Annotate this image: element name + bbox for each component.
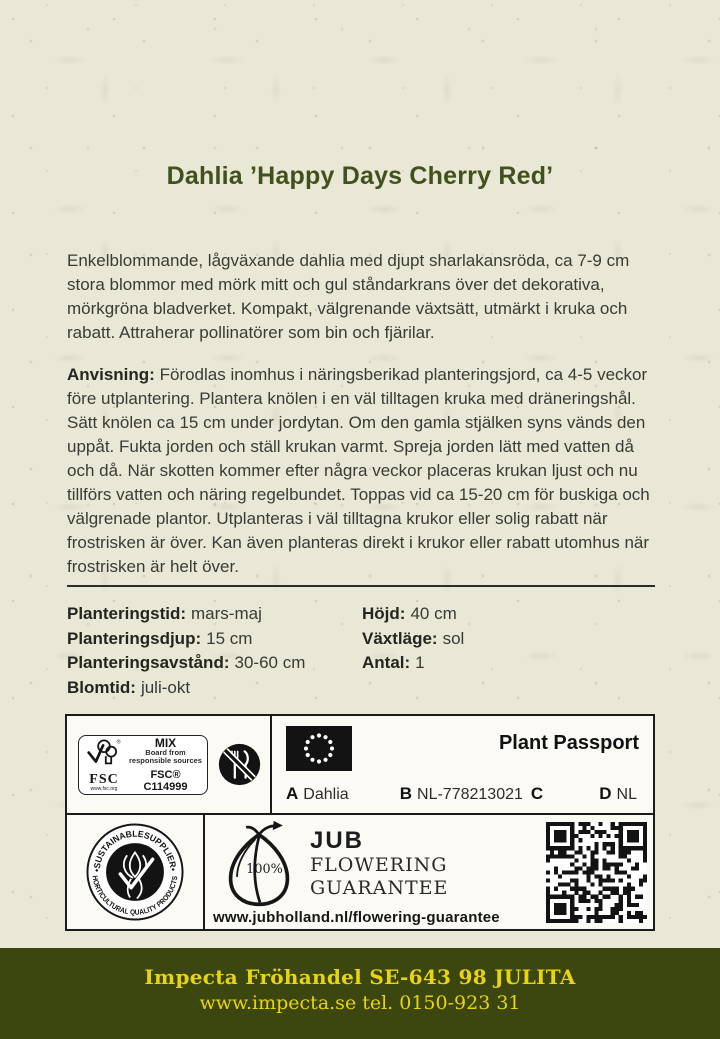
fsc-brand: FSC	[89, 771, 119, 787]
section-divider	[67, 585, 655, 587]
page-title: Dahlia ’Happy Days Cherry Red’	[166, 162, 554, 190]
jub-guarantee-line: FLOWERING	[310, 854, 448, 876]
details-column-left	[67, 602, 305, 700]
no-food-icon	[217, 742, 262, 787]
detail-label: Växtläge:	[362, 628, 438, 648]
footer-contact: www.impecta.se tel. 0150-923 31	[199, 992, 521, 1014]
detail-row	[67, 627, 305, 652]
detail-value: 1	[415, 653, 425, 672]
fsc-tree-icon	[86, 738, 122, 768]
qr-code	[546, 822, 647, 923]
detail-row	[67, 676, 305, 701]
plant-passport-title: Plant Passport	[498, 732, 639, 754]
plant-passport-fields	[286, 784, 637, 804]
detail-row	[362, 602, 464, 627]
plant-passport-head	[286, 726, 639, 771]
detail-value: 40 cm	[410, 604, 457, 623]
jub-bulb-icon	[215, 820, 303, 908]
certification-row-bottom	[67, 815, 653, 929]
fsc-website: www.fsc.org	[90, 785, 118, 792]
instructions-text: Förodlas inomhus i näringsberikad planteringsjord, ca 4-5 veckor före utplantering. Plantera knölen i en väl tilltagen kruka med dräneringshål. Sätt knölen ca 15 cm under jordytan. Om den gamla stjälken syns vänds den uppåt. Fukta jorden och ställ krukan varmt. Spreja jorden lätt med vatten då och då. När skotten kommer efter några veckor placeras krukan ljust och nu tillförs vatten och näring regelbundet. Toppas vid ca 15-20 cm för buskiga och välgrenade plantor. Utplanteras i väl tilltagna krukor eller solig rabatt när frostrisken är över. Kan även planteras direkt i krukor eller rabatt utomhus när frostrisken är helt över.	[67, 365, 650, 576]
passport-value: NL	[616, 786, 637, 803]
detail-row	[67, 651, 305, 676]
sustainable-supplier-logo	[86, 823, 184, 921]
passport-field-a	[286, 784, 349, 804]
detail-label: Planteringsavstånd:	[67, 653, 230, 672]
instructions-label: Anvisning:	[67, 365, 155, 384]
detail-value: sol	[442, 628, 465, 648]
detail-value: 30-60 cm	[234, 653, 306, 672]
fsc-logo	[84, 738, 124, 792]
passport-key: C	[530, 784, 544, 803]
certification-panel	[65, 714, 655, 931]
sustainable-supplier-cell	[67, 815, 205, 929]
sustainable-arc-bottom: HORTICULTURAL QUALITY PRODUCTS	[90, 874, 180, 917]
jub-guarantee-line: GUARANTEE	[310, 877, 449, 899]
passport-field-d	[599, 784, 637, 804]
jub-url: www.jubholland.nl/flowering-guarantee	[213, 909, 500, 926]
eu-flag-icon	[286, 726, 352, 771]
plant-passport-cell	[272, 716, 653, 813]
detail-value: mars-maj	[191, 604, 262, 623]
fsc-license: FSC® C114999	[143, 768, 188, 793]
jub-cell	[205, 815, 653, 929]
description-paragraph: Enkelblommande, lågväxande dahlia med djupt sharlakansröda, ca 7-9 cm stora blommor med mörk mitt och gul ståndarkrans över det dekorativa, mörkgröna bladverket. Kompakt, välgrenande växtsätt, utmärkt i kruka och rabatt. Attraherar pollinatörer som bin och fjärilar.	[67, 251, 630, 342]
passport-key: B	[399, 784, 413, 803]
detail-row	[362, 651, 464, 676]
footer	[0, 948, 720, 1039]
fsc-cell	[67, 716, 272, 813]
sustainable-arc-top: •SUSTAINABLESUPPLIER•	[91, 828, 179, 873]
fsc-mix-title: MIX	[154, 735, 177, 750]
detail-value: juli-okt	[140, 677, 191, 697]
detail-row	[67, 602, 305, 627]
passport-value: Dahlia	[303, 786, 349, 803]
passport-key: D	[599, 784, 612, 803]
jub-name: JUB	[310, 827, 365, 854]
fsc-label	[78, 735, 208, 795]
detail-row	[362, 627, 464, 652]
jub-percent: 100%	[246, 862, 283, 878]
details-column-right	[362, 602, 464, 676]
jub-text-block	[310, 828, 448, 900]
passport-value: NL-778213021	[417, 786, 523, 803]
fsc-mix-desc: responsible sources	[129, 756, 202, 765]
passport-key: A	[286, 784, 299, 803]
fsc-mix-desc: Board from	[145, 747, 186, 757]
passport-field-b-c	[400, 784, 548, 804]
detail-value: 15 cm	[206, 628, 253, 648]
fsc-mix-block	[127, 737, 204, 793]
certification-row-top	[67, 716, 653, 815]
detail-label: Blomtid:	[67, 677, 136, 697]
footer-address: Impecta Fröhandel SE-643 98 JULITA	[144, 965, 576, 989]
detail-label: Planteringstid:	[67, 604, 187, 623]
detail-label: Antal:	[362, 653, 411, 672]
instructions-paragraph	[67, 363, 657, 579]
detail-label: Höjd:	[362, 604, 406, 623]
detail-label: Planteringsdjup:	[67, 628, 202, 648]
fsc-reg-mark: ®	[116, 739, 121, 746]
